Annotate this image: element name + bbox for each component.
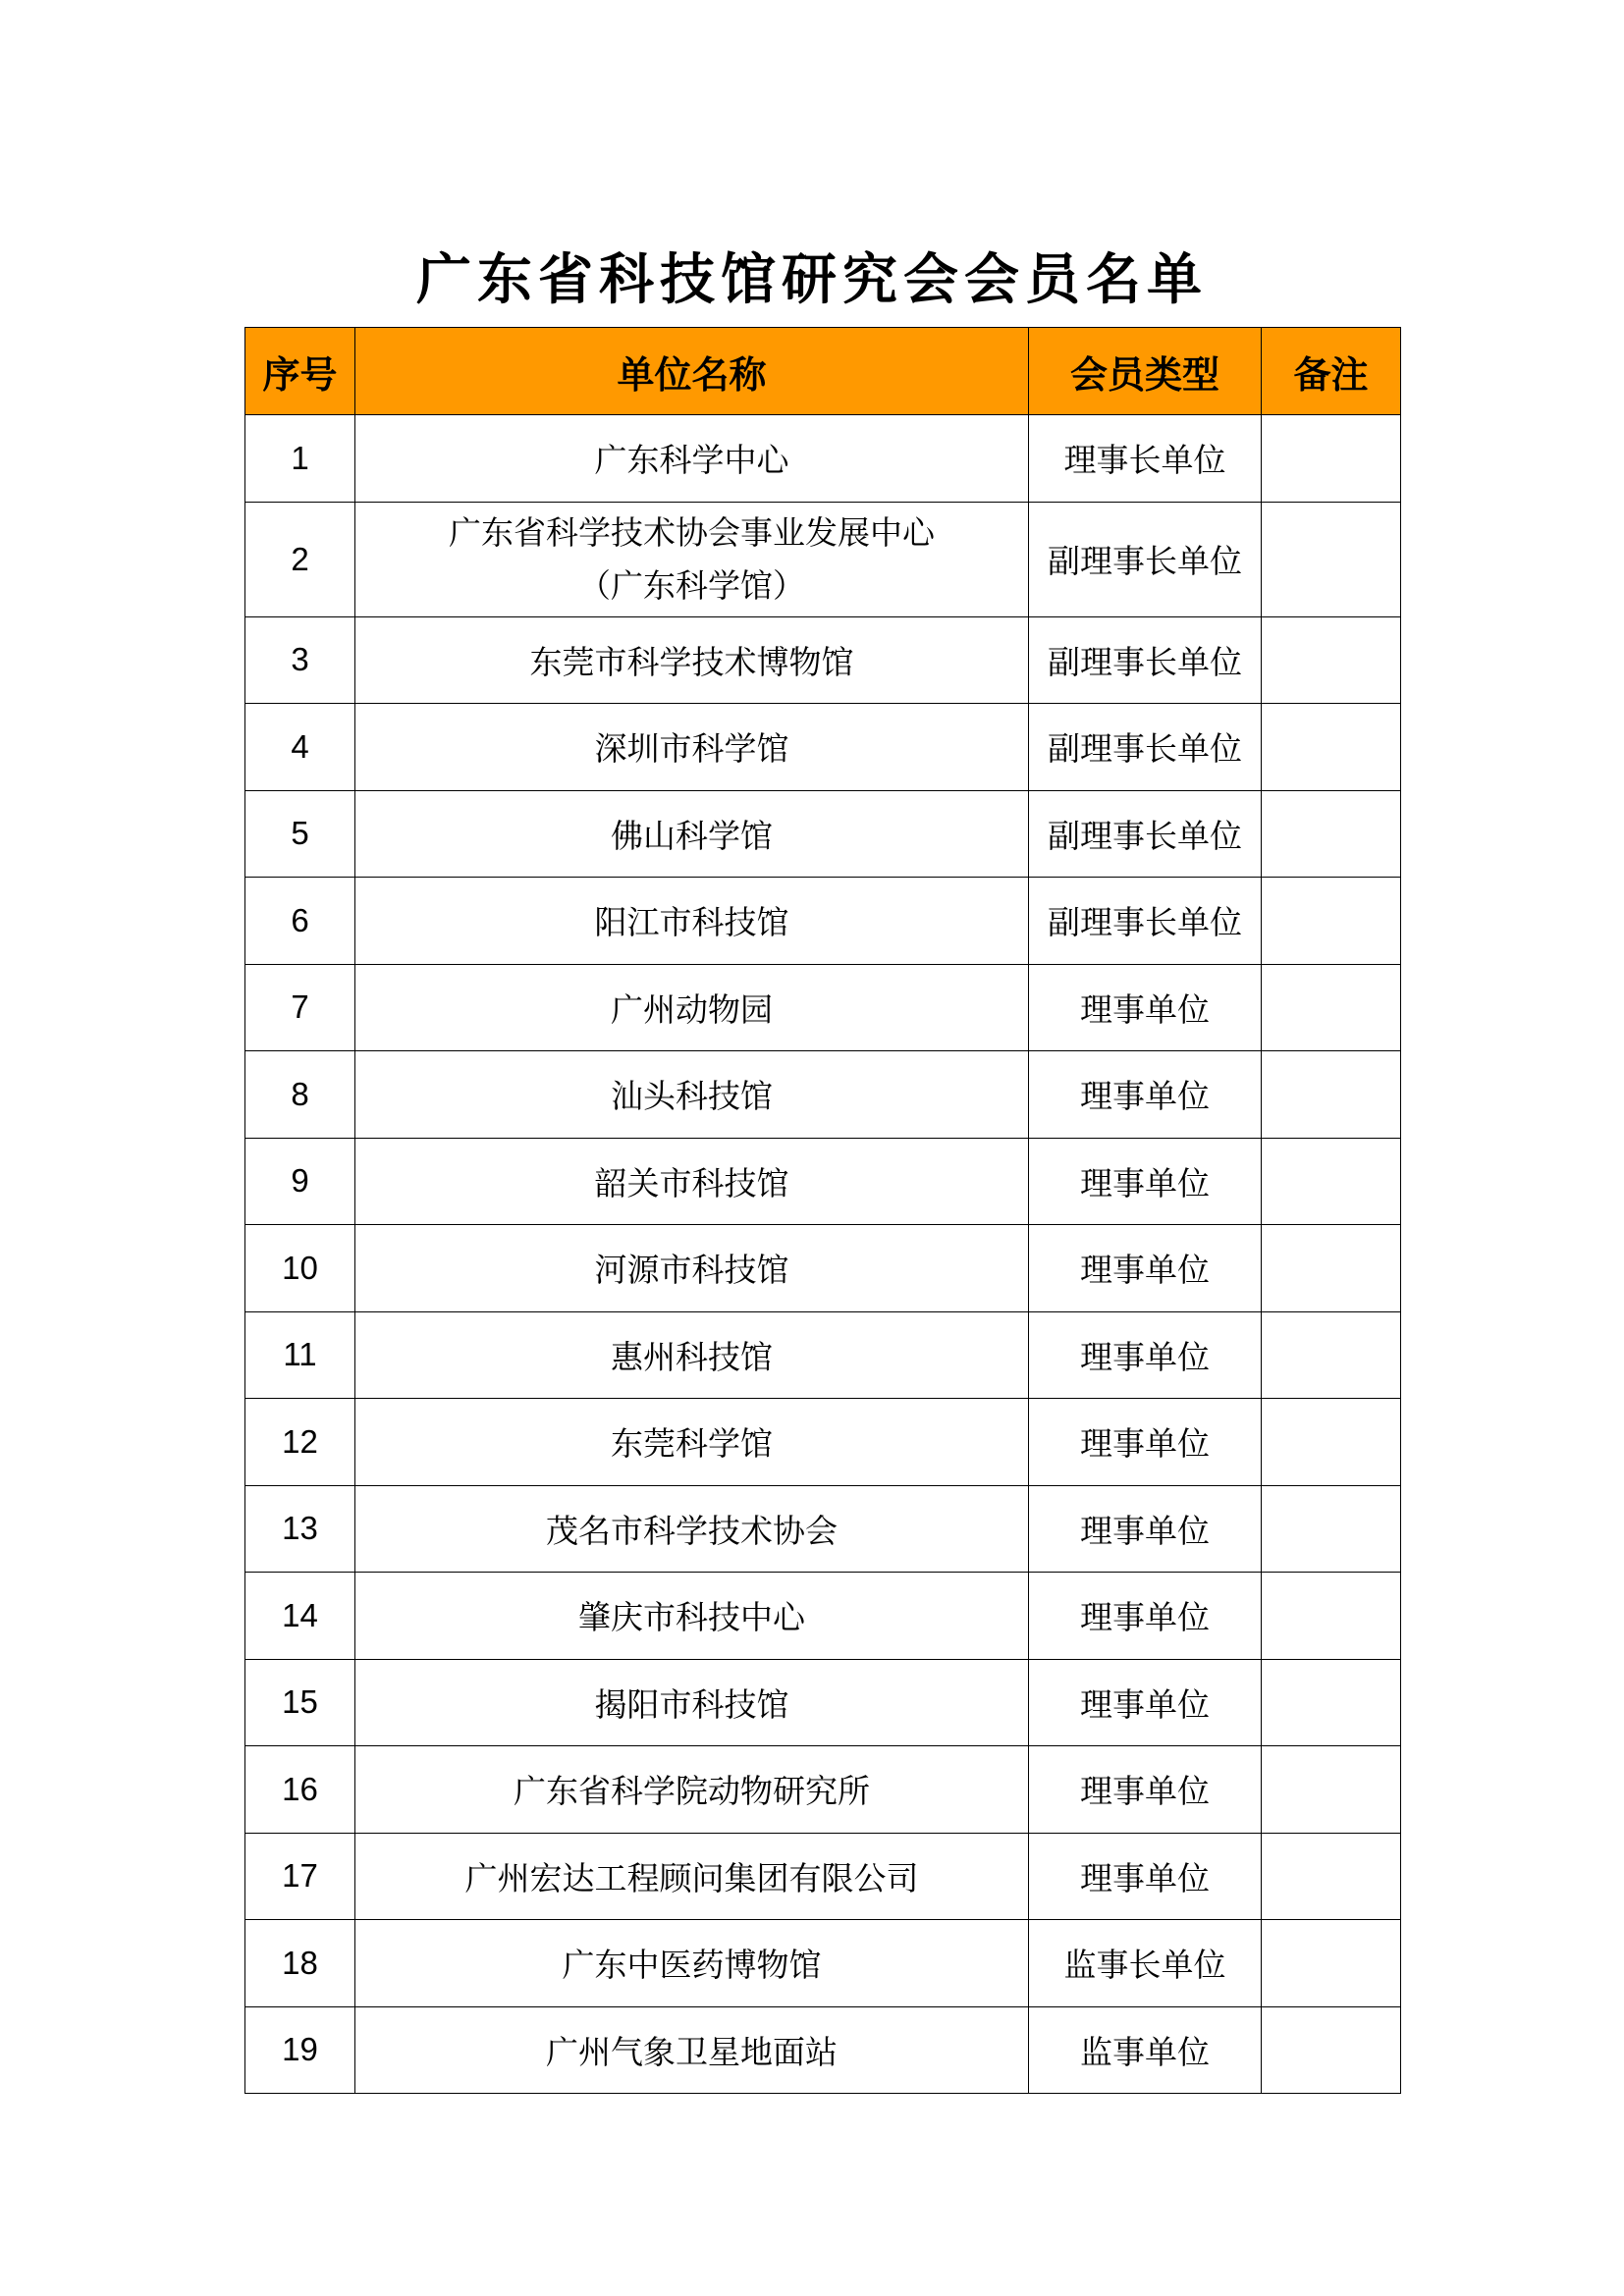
table-header-row — [245, 328, 1401, 415]
row-number: 14 — [245, 1573, 355, 1660]
table-row — [245, 1746, 1401, 1834]
unit-name: 韶关市科技馆 — [355, 1138, 1029, 1225]
row-number: 17 — [245, 1833, 355, 1920]
table-row — [245, 1225, 1401, 1312]
unit-name: 汕头科技馆 — [355, 1051, 1029, 1139]
row-number: 6 — [245, 878, 355, 965]
table-row — [245, 1051, 1401, 1139]
table-row — [245, 1833, 1401, 1920]
member-type: 理事单位 — [1029, 1573, 1262, 1660]
note-cell — [1262, 1659, 1401, 1746]
unit-name: 河源市科技馆 — [355, 1225, 1029, 1312]
table-row — [245, 1311, 1401, 1399]
note-cell — [1262, 1920, 1401, 2007]
document-title: 广东省科技馆研究会会员名单 — [416, 247, 1208, 312]
header-unit-name: 单位名称 — [355, 328, 1029, 415]
member-type: 副理事长单位 — [1029, 502, 1262, 616]
unit-name: 广州宏达工程顾问集团有限公司 — [355, 1833, 1029, 1920]
unit-name — [355, 502, 1029, 616]
member-type: 理事单位 — [1029, 1225, 1262, 1312]
row-number: 15 — [245, 1659, 355, 1746]
note-cell — [1262, 1485, 1401, 1573]
member-type: 理事单位 — [1029, 1833, 1262, 1920]
note-cell — [1262, 1311, 1401, 1399]
note-cell — [1262, 415, 1401, 503]
unit-name: 佛山科学馆 — [355, 790, 1029, 878]
table-row — [245, 1920, 1401, 2007]
row-number: 18 — [245, 1920, 355, 2007]
unit-name: 广东省科学院动物研究所 — [355, 1746, 1029, 1834]
unit-name: 深圳市科学馆 — [355, 704, 1029, 791]
row-number: 4 — [245, 704, 355, 791]
row-number: 9 — [245, 1138, 355, 1225]
member-type: 副理事长单位 — [1029, 704, 1262, 791]
unit-name: 广州动物园 — [355, 964, 1029, 1051]
row-number: 19 — [245, 2006, 355, 2094]
unit-name: 东莞科学馆 — [355, 1399, 1029, 1486]
table-row — [245, 878, 1401, 965]
table-row — [245, 502, 1401, 616]
note-cell — [1262, 704, 1401, 791]
unit-name: 广东科学中心 — [355, 415, 1029, 503]
unit-name: 广东中医药博物馆 — [355, 1920, 1029, 2007]
note-cell — [1262, 502, 1401, 616]
table-row — [245, 704, 1401, 791]
note-cell — [1262, 790, 1401, 878]
member-type: 副理事长单位 — [1029, 878, 1262, 965]
table-row — [245, 2006, 1401, 2094]
unit-name: 阳江市科技馆 — [355, 878, 1029, 965]
unit-name: 茂名市科学技术协会 — [355, 1485, 1029, 1573]
row-number: 7 — [245, 964, 355, 1051]
row-number: 11 — [245, 1311, 355, 1399]
table-row — [245, 1659, 1401, 1746]
table-row — [245, 1485, 1401, 1573]
header-number: 序号 — [245, 328, 355, 415]
member-type: 理事单位 — [1029, 1138, 1262, 1225]
note-cell — [1262, 878, 1401, 965]
note-cell — [1262, 1051, 1401, 1139]
header-member-type: 会员类型 — [1029, 328, 1262, 415]
unit-name: 东莞市科学技术博物馆 — [355, 616, 1029, 704]
member-type: 理事长单位 — [1029, 415, 1262, 503]
unit-name: 广州气象卫星地面站 — [355, 2006, 1029, 2094]
note-cell — [1262, 1225, 1401, 1312]
unit-name: 肇庆市科技中心 — [355, 1573, 1029, 1660]
unit-name: 揭阳市科技馆 — [355, 1659, 1029, 1746]
table-row — [245, 964, 1401, 1051]
table-row — [245, 1138, 1401, 1225]
row-number: 8 — [245, 1051, 355, 1139]
row-number: 1 — [245, 415, 355, 503]
member-type: 理事单位 — [1029, 1311, 1262, 1399]
member-type: 副理事长单位 — [1029, 616, 1262, 704]
member-type: 理事单位 — [1029, 1399, 1262, 1486]
member-type: 监事单位 — [1029, 2006, 1262, 2094]
note-cell — [1262, 1138, 1401, 1225]
row-number: 10 — [245, 1225, 355, 1312]
row-number: 12 — [245, 1399, 355, 1486]
member-type: 副理事长单位 — [1029, 790, 1262, 878]
row-number: 5 — [245, 790, 355, 878]
row-number: 2 — [245, 502, 355, 616]
member-type: 理事单位 — [1029, 1659, 1262, 1746]
note-cell — [1262, 1573, 1401, 1660]
header-note: 备注 — [1262, 328, 1401, 415]
row-number: 3 — [245, 616, 355, 704]
row-number: 13 — [245, 1485, 355, 1573]
note-cell — [1262, 964, 1401, 1051]
table-row — [245, 616, 1401, 704]
note-cell — [1262, 2006, 1401, 2094]
member-list-table — [244, 327, 1401, 2094]
unit-name: 惠州科技馆 — [355, 1311, 1029, 1399]
unit-name-line-2: （广东科学馆） — [578, 566, 805, 604]
member-type: 理事单位 — [1029, 964, 1262, 1051]
table-row — [245, 415, 1401, 503]
note-cell — [1262, 1399, 1401, 1486]
member-type: 理事单位 — [1029, 1746, 1262, 1834]
note-cell — [1262, 616, 1401, 704]
row-number: 16 — [245, 1746, 355, 1834]
member-type: 理事单位 — [1029, 1485, 1262, 1573]
unit-name-line-1: 广东省科学技术协会事业发展中心 — [449, 513, 935, 551]
note-cell — [1262, 1746, 1401, 1834]
member-type: 监事长单位 — [1029, 1920, 1262, 2007]
table-row — [245, 1573, 1401, 1660]
note-cell — [1262, 1833, 1401, 1920]
member-type: 理事单位 — [1029, 1051, 1262, 1139]
table-row — [245, 1399, 1401, 1486]
table-row — [245, 790, 1401, 878]
